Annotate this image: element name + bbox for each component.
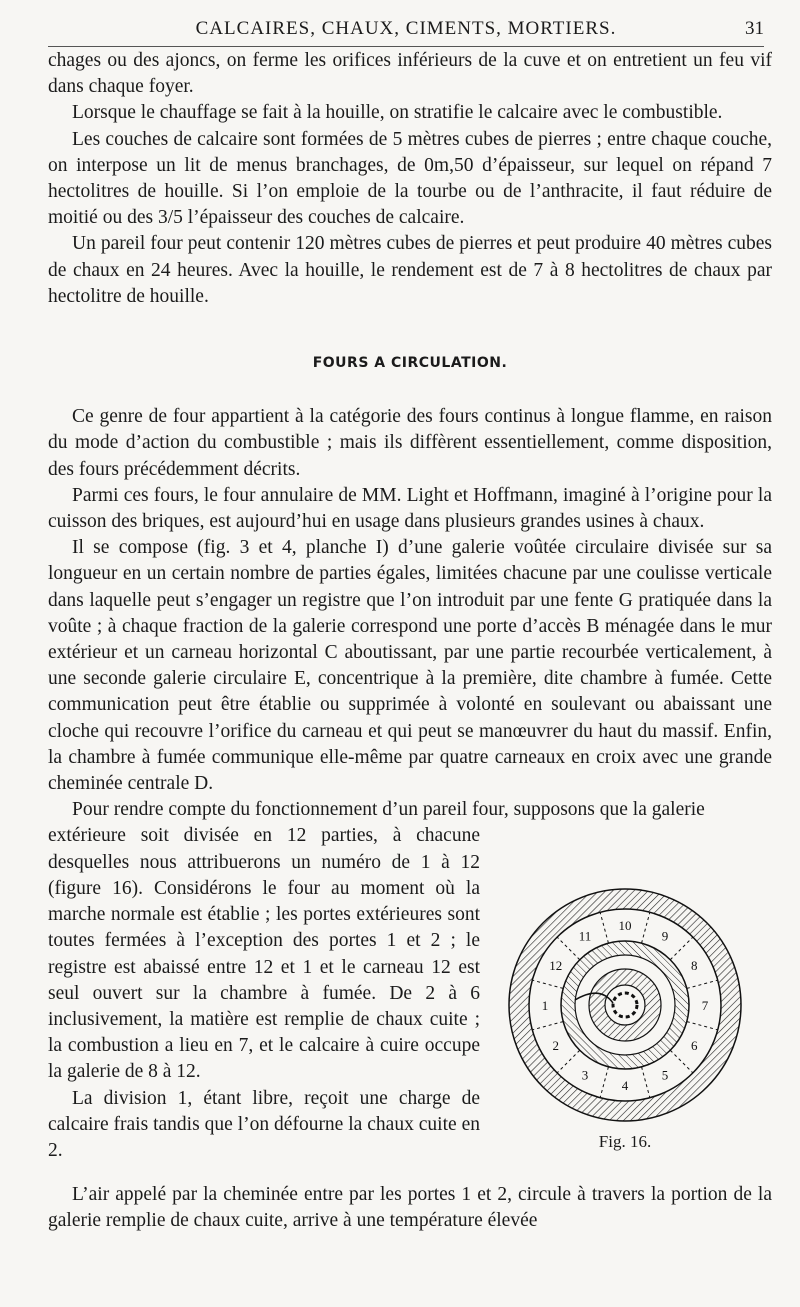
running-header (48, 14, 764, 47)
paragraph: L’air appelé par la cheminée entre par les portes 1 et 2, circule à travers la portion de la galerie remplie de chaux cuite, arrive à une température élevée (48, 1184, 772, 1232)
paragraph: Il se compose (fig. 3 et 4, planche I) d’une galerie voûtée circulaire divisée sur sa longueur en un certain nombre de parties égales, limitées chacune par une coulisse verticale dans laquelle peut s’engager un registre que l’on introduit par une fente G pratiquée dans la voûte ; à chaque fraction de la galerie correspond une porte d’accès B ménagée dans le mur extérieur et un carneau horizontal C aboutissant, par une partie recourbée verticalement, à une seconde galerie circulaire E, concentrique à la première, dite chambre à fumée. Cette communication peut être établie ou supprimée à volonté en soulevant ou abaissant une cloche qui recouvre l’orifice du carneau et qui peut se manœuvrer du haut du massif. Enfin, la chambre à fumée communique elle-même par quatre carneaux en croix avec une grande cheminée centrale D. (48, 537, 772, 795)
chimney (605, 985, 645, 1025)
text-beside-figure (48, 823, 480, 1164)
division-label: 2 (552, 1038, 559, 1053)
paragraph: Parmi ces fours, le four annulaire de MM. Light et Hoffmann, imaginé à l’origine pour la cuisson des briques, est aujourd’hui en usage dans plusieurs grandes usines à chaux. (48, 484, 772, 533)
division-label: 4 (621, 1078, 629, 1093)
paragraph: extérieure soit divisée en 12 parties, à chacune desquelles nous attribuerons un numéro de 1 à 12 (figure 16). Considérons le four au moment où la marche normale est établie ; les portes extérieures sont toutes fermées à l’exception des portes 1 et 2 ; le registre est abaissé entre 12 et 1 et le carneau 12 est seul ouvert sur la chambre à fumée. De 2 à 6 inclusivement, la matière est remplie de chaux cuite ; la combustion a lieu en 7, et le calcaire à cuire occupe la galerie de 8 à 12. (48, 825, 480, 1083)
division-label: 12 (549, 958, 563, 973)
division-label: 8 (691, 958, 698, 973)
paragraph: La division 1, étant libre, reçoit une charge de calcaire frais tandis que l’on défourne la chaux cuite en 2. (48, 1087, 480, 1161)
annular-kiln-diagram (505, 885, 745, 1125)
division-label: 11 (578, 928, 592, 944)
page-number: 31 (745, 18, 764, 39)
kiln-figure (505, 885, 745, 1125)
paragraph: Lorsque le chauffage se fait à la houille, on stratifie le calcaire avec le combustible. (72, 102, 723, 124)
paragraph: chages ou des ajoncs, on ferme les orifices inférieurs de la cuve et on entretient un feu vif dans chaque foyer. (48, 50, 772, 98)
division-label: 10 (618, 918, 632, 933)
paragraph: Un pareil four peut contenir 120 mètres cubes de pierres et peut produire 40 mètres cubes de chaux en 24 heures. Avec la houille, le rendement est de 7 à 8 hectolitres de chaux par hectolitre de houille. (48, 233, 772, 307)
division-label: 3 (581, 1067, 589, 1083)
section-heading: FOURS A CIRCULATION. (312, 355, 508, 372)
paragraph: Les couches de calcaire sont formées de 5 mètres cubes de pierres ; entre chaque couche, on interpose un lit de menus branchages, de 0m,50 d’épaisseur, sur lequel on répand 7 hectolitres de houille. Si l’on emploie de la tourbe ou de l’anthracite, il faut réduire de moitié ou des 3/5 l’épaisseur des couches de calcaire. (48, 128, 772, 229)
running-title: CALCAIRES, CHAUX, CIMENTS, MORTIERS. (195, 18, 617, 39)
figure-caption: Fig. 16. (598, 1132, 652, 1151)
paragraph: Ce genre de four appartient à la catégorie des fours continus à longue flamme, en raison du mode d’action du combustible ; mais ils diffèrent essentiellement, comme disposition, des fours précédemment décrits. (48, 406, 772, 480)
division-label: 9 (661, 928, 669, 944)
division-label: 7 (701, 998, 709, 1013)
paragraph: Pour rendre compte du fonctionnement d’un pareil four, supposons que la galerie (72, 799, 705, 821)
text-continuation (48, 1182, 772, 1234)
division-label: 6 (691, 1038, 698, 1053)
division-label: 5 (661, 1067, 669, 1083)
division-label: 1 (541, 998, 549, 1013)
